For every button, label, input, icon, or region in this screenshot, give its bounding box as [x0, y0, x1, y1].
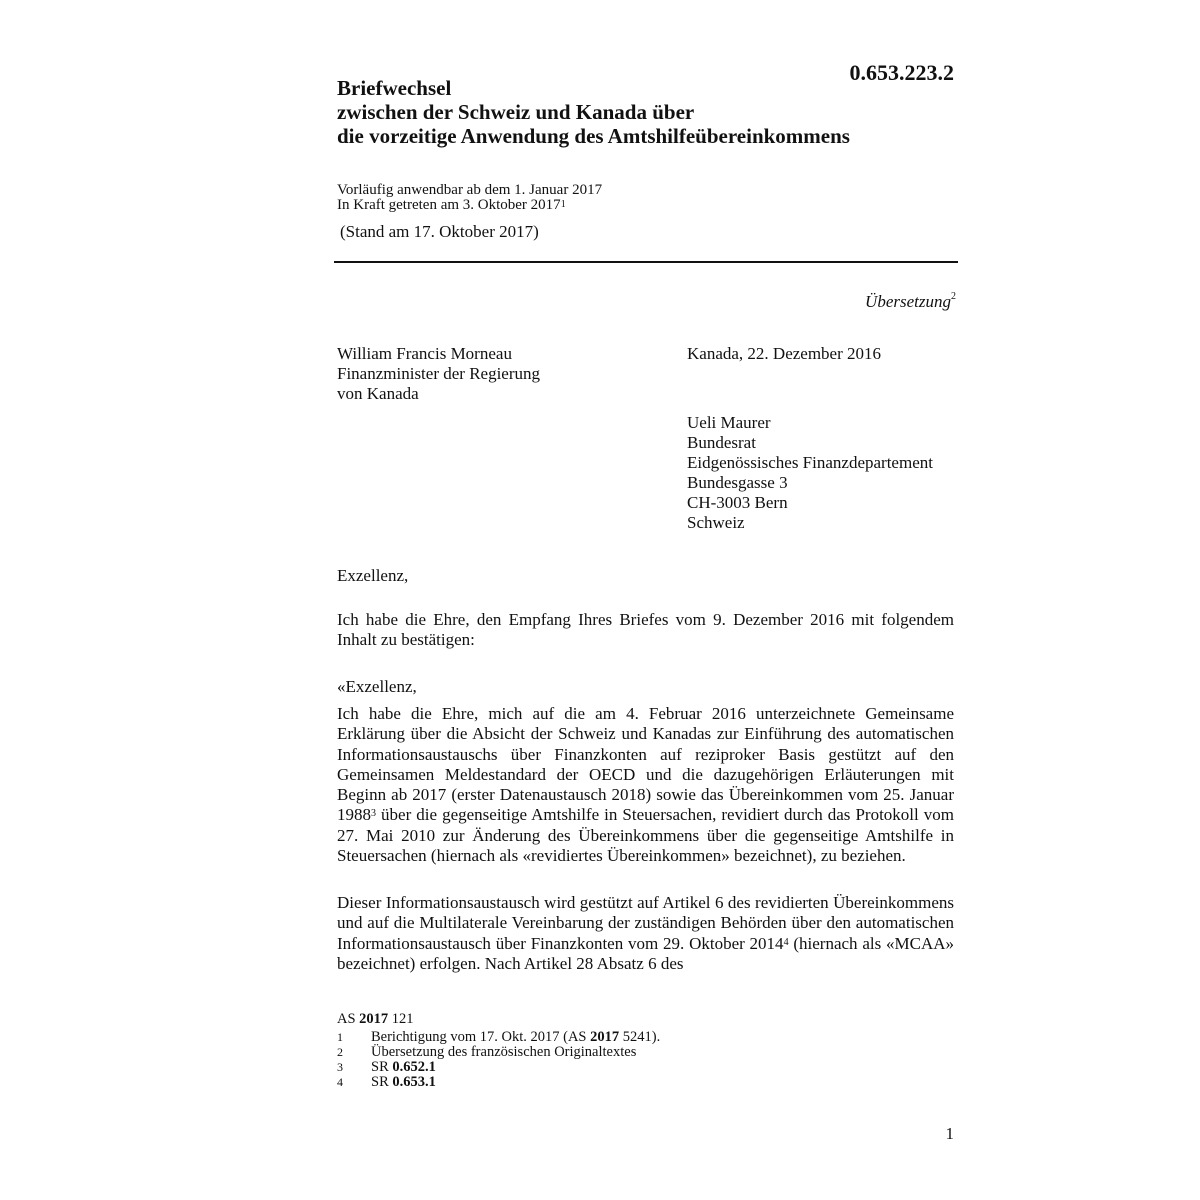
footnote-text — [371, 1060, 436, 1075]
body-paragraph-1 — [337, 704, 954, 866]
stand-date: (Stand am 17. Oktober 2017) — [340, 222, 539, 241]
title-line-3: die vorzeitige Anwendung des Amtshilfeübereinkommens — [337, 124, 850, 148]
salutation: Exzellenz, — [337, 566, 409, 585]
footnote-text-a: SR — [371, 1059, 393, 1075]
footnote-number: 4 — [337, 1075, 343, 1089]
title-line-2: zwischen der Schweiz und Kanada über — [337, 100, 695, 124]
body-paragraph-2 — [337, 893, 954, 974]
footnote-ref-4[interactable]: 4 — [783, 936, 789, 948]
title-line-1: Briefwechsel — [337, 76, 452, 100]
body-paragraph-2-part-a: Dieser Informationsaustausch wird gestützt auf Artikel 6 des revidierten Übereinkommens und auf die Multilaterale Vereinbarung der zuständigen Behörden über den automatischen Informationsaustausch über Finanzkonten vom 29. Oktober 2014 — [337, 893, 954, 953]
footnote-text-a: SR — [371, 1074, 393, 1090]
footnote-bold[interactable]: 0.653.1 — [392, 1074, 436, 1090]
recipient-address — [687, 413, 933, 533]
footnote-number: 1 — [337, 1030, 343, 1044]
source-year: 2017 — [359, 1011, 389, 1027]
official-source — [337, 1012, 957, 1027]
recipient-line-2: Bundesrat — [687, 433, 756, 452]
source-prefix: AS — [337, 1011, 360, 1027]
sender-line-3: von Kanada — [337, 384, 419, 403]
quoted-salutation: «Exzellenz, — [337, 677, 417, 696]
body-paragraph-1-part-a: Ich habe die Ehre, mich auf die am 4. Februar 2016 unterzeichnete Gemeinsame Erklärung über die Absicht der Schweiz und Kanadas zur Einführung des automatischen Informationsaustauschs über Finanzkonten auf reziproker Basis gestützt auf den Gemeinsamen Meldestandard der OECD und die dazugehörigen Erläuterungen mit Beginn ab 2017 (erster Datenaustausch 2018) sowie das Übereinkommen vom 25. Januar 1988 — [337, 704, 954, 825]
intro-paragraph: Ich habe die Ehre, den Empfang Ihres Briefes vom 9. Dezember 2016 mit folgendem Inhalt zu bestätigen: — [337, 610, 954, 650]
footnote-2 — [337, 1045, 957, 1060]
footnote-text-b: 5241). — [619, 1029, 661, 1045]
footnote-4 — [337, 1075, 957, 1090]
sr-number: 0.653.223.2 — [849, 60, 954, 85]
footnote-bold[interactable]: 0.652.1 — [392, 1059, 436, 1075]
translation-label: Übersetzung — [865, 292, 951, 311]
footnote-text — [371, 1045, 636, 1060]
sender-line-2: Finanzminister der Regierung — [337, 364, 541, 383]
header-divider — [334, 261, 958, 263]
footnote-number: 3 — [337, 1060, 343, 1074]
footnote-text-a: Übersetzung des französischen Originaltextes — [371, 1044, 637, 1060]
footnote-bold: 2017 — [590, 1029, 620, 1045]
body-paragraph-2-part-b: (hiernach als «MCAA» bezeichnet) erfolgen. Nach Artikel 28 Absatz 6 des — [337, 933, 955, 973]
footnote-ref-3[interactable]: 3 — [371, 808, 376, 820]
status-block — [337, 183, 602, 213]
body-paragraph-1-part-b: über die gegenseitige Amtshilfe in Steuersachen, revidiert durch das Protokoll vom 27. Mai 2010 zur Änderung des Übereinkommens über die gegenseitige Amtshilfe in Steuersachen (hiernach als «revidiertes Übereinkommen» bezeichnet), zu beziehen. — [337, 805, 954, 866]
translation-note — [760, 292, 956, 312]
footnote-1 — [337, 1030, 957, 1045]
recipient-line-5: CH-3003 Bern — [687, 493, 788, 512]
document-title — [337, 76, 977, 148]
recipient-line-6: Schweiz — [687, 513, 745, 532]
recipient-line-4: Bundesgasse 3 — [687, 473, 788, 492]
sender-address — [337, 344, 540, 404]
place-date: Kanada, 22. Dezember 2016 — [687, 344, 882, 363]
sender-line-1: William Francis Morneau — [337, 344, 512, 363]
footnote-ref-1[interactable]: 1 — [560, 199, 566, 210]
provisional-application: Vorläufig anwendbar ab dem 1. Januar 2017 — [337, 182, 603, 198]
footnote-text — [371, 1075, 436, 1090]
footnote-text — [371, 1030, 660, 1045]
footnote-text-a: Berichtigung vom 17. Okt. 2017 (AS — [371, 1029, 591, 1045]
recipient-line-3: Eidgenössisches Finanzdepartement — [687, 453, 933, 472]
entry-into-force — [337, 198, 602, 213]
source-page: 121 — [388, 1011, 414, 1027]
entry-into-force-text: In Kraft getreten am 3. Oktober 2017 — [337, 197, 561, 213]
footnote-number: 2 — [337, 1045, 343, 1059]
footnote-3 — [337, 1060, 957, 1075]
page-number: 1 — [945, 1124, 954, 1143]
footnote-ref-2[interactable]: 2 — [951, 291, 956, 302]
recipient-line-1: Ueli Maurer — [687, 413, 771, 432]
footnotes — [337, 1012, 957, 1090]
